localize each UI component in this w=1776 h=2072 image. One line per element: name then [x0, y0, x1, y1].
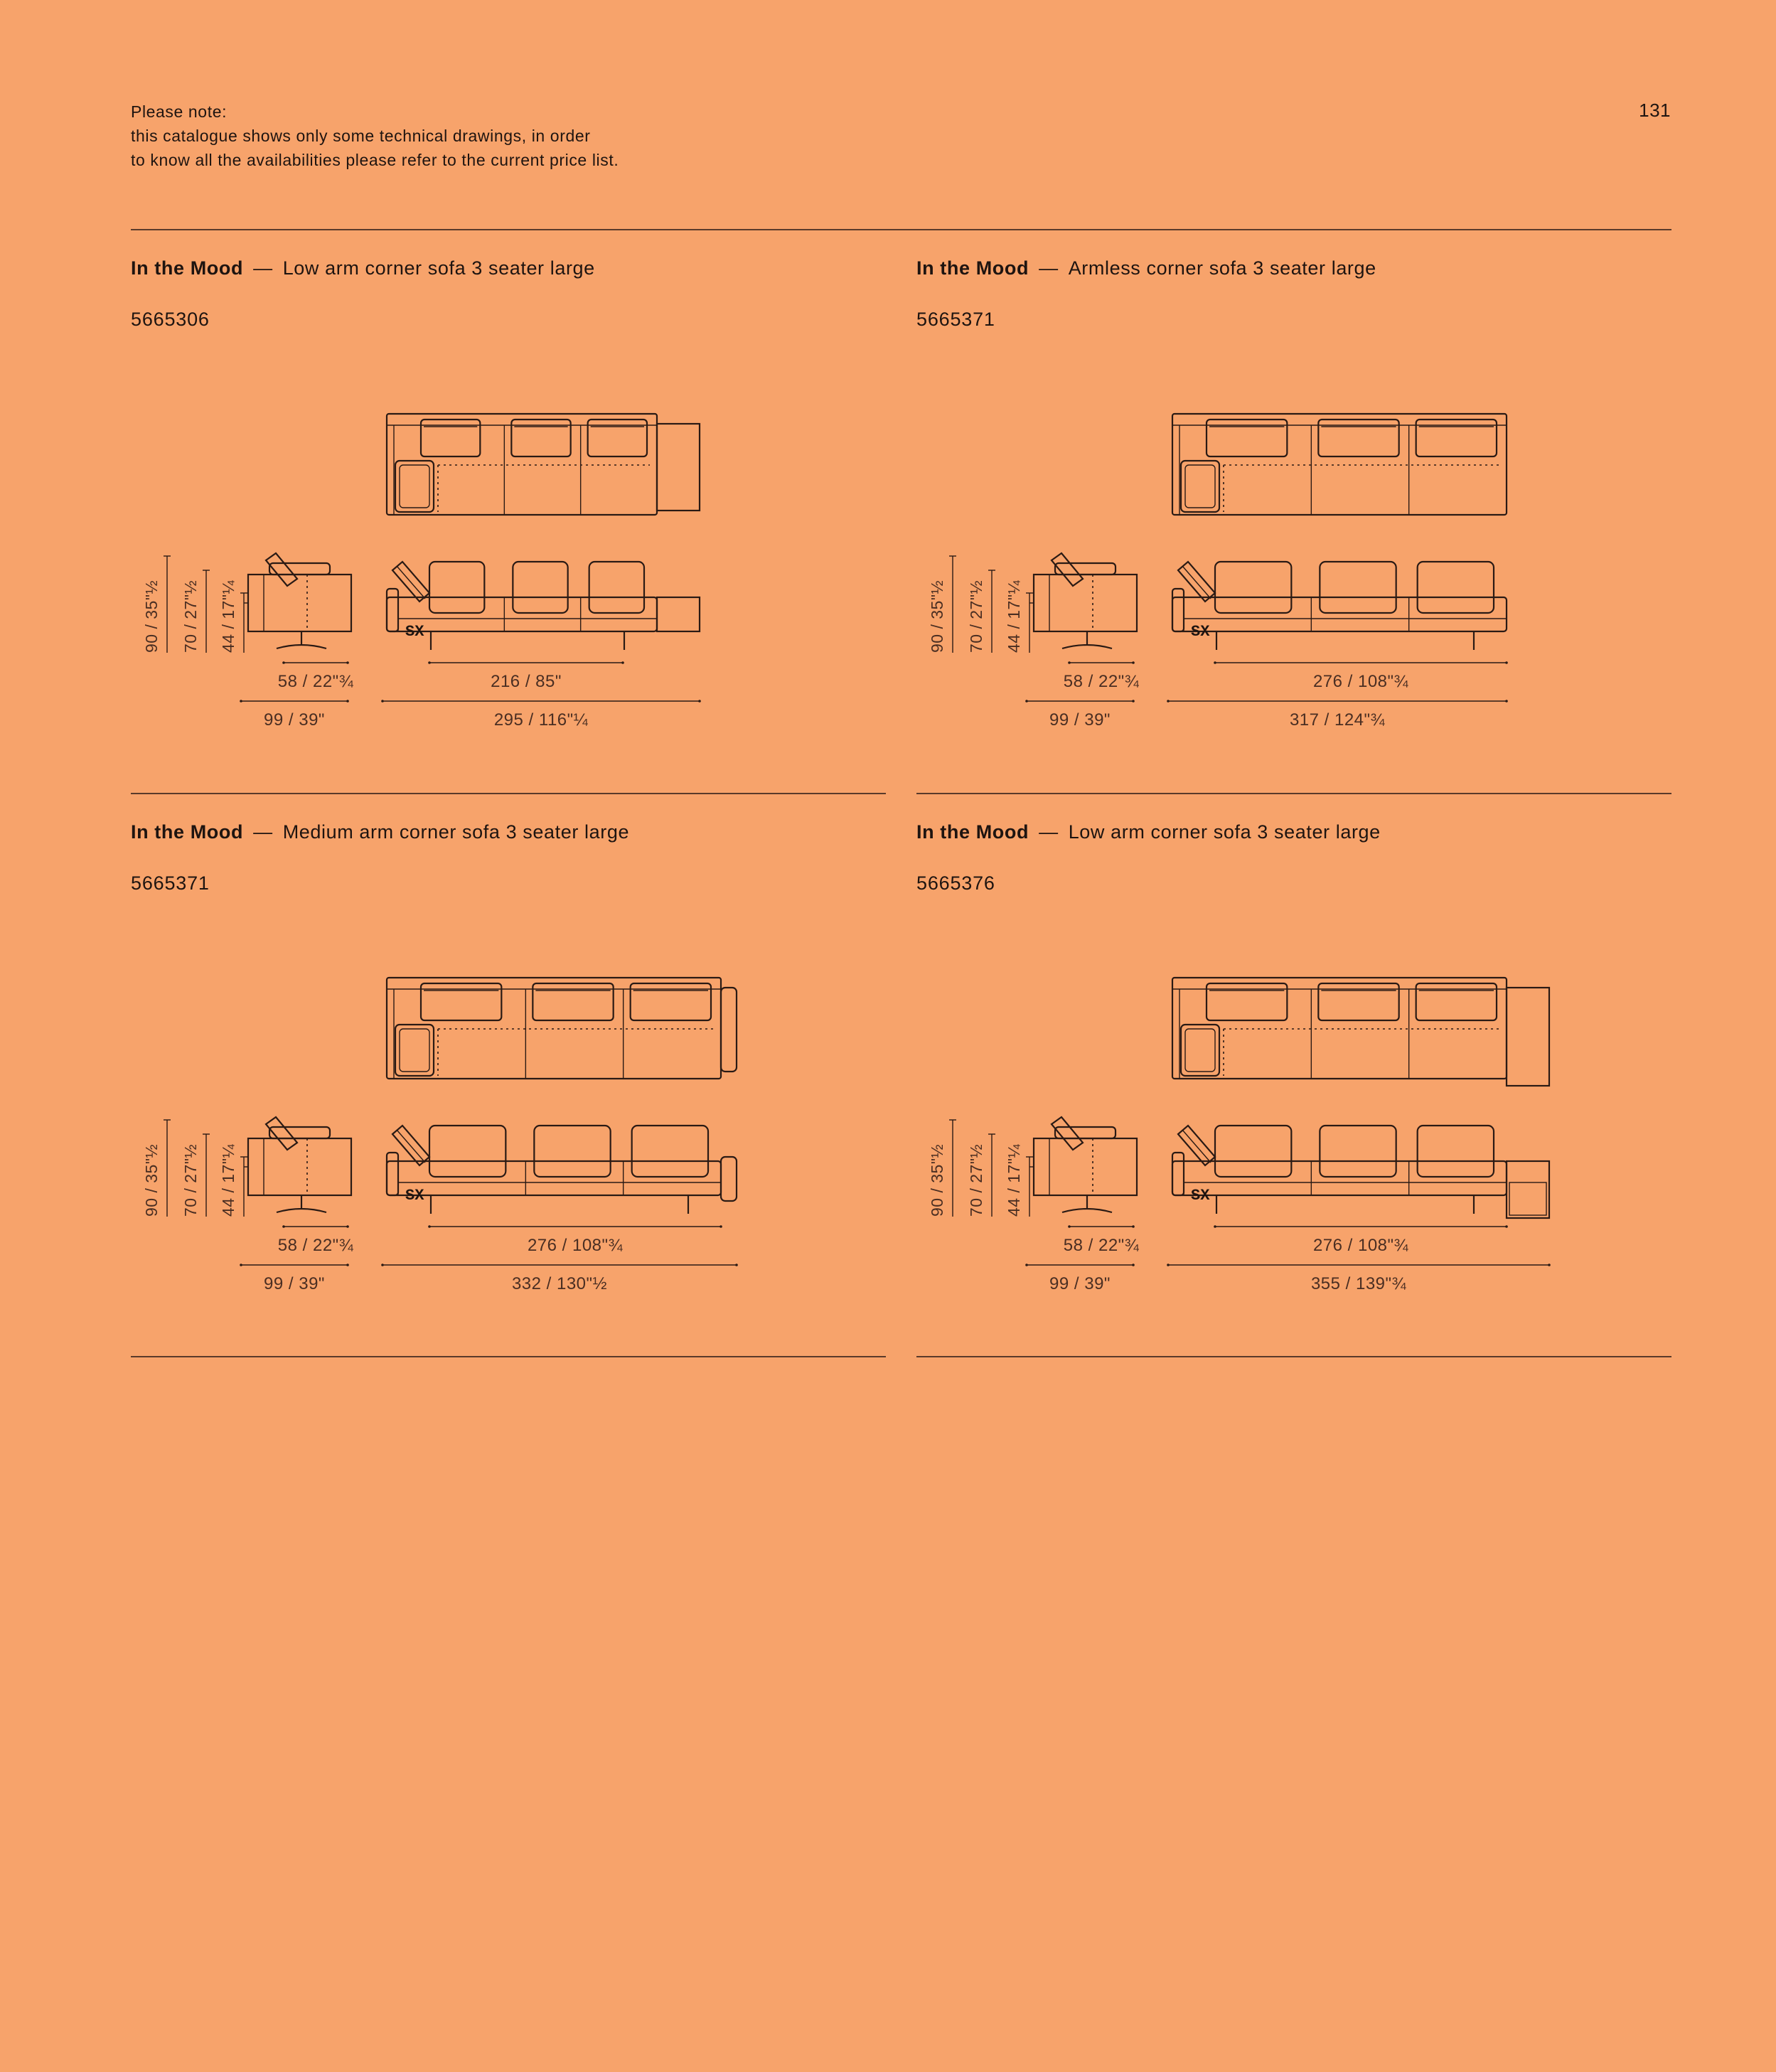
brand-name: In the Mood — [916, 821, 1029, 843]
top-divider — [131, 229, 1671, 230]
plan-view — [387, 978, 737, 1079]
height-dimensions — [142, 1120, 247, 1217]
product-card — [131, 257, 886, 819]
height-dimensions — [928, 1120, 1033, 1217]
depth-seat-label: 58 / 22"¾ — [277, 1236, 354, 1255]
product-code: 5665371 — [916, 309, 995, 330]
side-elevation — [1029, 553, 1137, 648]
depth-total-label: 99 / 39" — [1049, 710, 1111, 730]
product-code: 5665376 — [916, 872, 995, 894]
height-total-label: 90 / 35"½ — [928, 580, 946, 653]
depth-total-label: 99 / 39" — [264, 1274, 325, 1293]
brand-name: In the Mood — [131, 257, 244, 279]
height-back-label: 70 / 27"½ — [181, 580, 200, 653]
front-elevation — [387, 562, 700, 650]
technical-drawing — [916, 821, 1671, 1383]
title-separator: — — [1039, 257, 1059, 279]
title-separator: — — [1039, 821, 1059, 843]
depth-total-label: 99 / 39" — [264, 710, 325, 730]
width-total-label: 317 / 124"¾ — [1289, 710, 1386, 730]
width-inner-label: 276 / 108"¾ — [1312, 672, 1409, 691]
product-code: 5665306 — [131, 309, 210, 330]
side-elevation — [244, 1117, 351, 1212]
width-inner-label: 276 / 108"¾ — [1312, 1236, 1409, 1255]
front-elevation — [1172, 1126, 1549, 1218]
height-back-label: 70 / 27"½ — [967, 580, 985, 653]
product-name: Low arm corner sofa 3 seater large — [282, 257, 595, 279]
product-name: Medium arm corner sofa 3 seater large — [282, 821, 630, 843]
product-card — [131, 821, 886, 1383]
width-total-label: 332 / 130"½ — [511, 1274, 608, 1293]
height-total-label: 90 / 35"½ — [142, 1143, 161, 1217]
technical-drawing — [131, 257, 886, 819]
page-number: 131 — [1639, 100, 1671, 121]
height-total-label: 90 / 35"½ — [142, 580, 161, 653]
side-elevation — [1029, 1117, 1137, 1212]
height-seat-label: 44 / 17"¼ — [219, 1143, 237, 1217]
product-card — [916, 257, 1671, 819]
brand-name: In the Mood — [916, 257, 1029, 279]
height-dimensions — [928, 556, 1033, 653]
technical-drawing — [916, 257, 1671, 819]
side-label: SX — [1191, 1187, 1210, 1205]
technical-drawing — [131, 821, 886, 1383]
width-dimensions — [240, 1225, 738, 1293]
width-dimensions — [1025, 1225, 1551, 1293]
plan-view — [1172, 414, 1507, 515]
height-dimensions — [142, 556, 247, 653]
title-separator: — — [253, 821, 273, 843]
width-inner-label: 216 / 85" — [491, 672, 562, 691]
brand-name: In the Mood — [131, 821, 244, 843]
front-elevation — [1172, 562, 1507, 650]
note-line: this catalogue shows only some technical drawings, in order — [131, 127, 591, 145]
side-elevation — [244, 553, 351, 648]
width-dimensions — [240, 661, 701, 730]
height-seat-label: 44 / 17"¼ — [1005, 580, 1023, 653]
plan-view — [387, 414, 700, 515]
note-heading: Please note: — [131, 102, 228, 121]
please-note-block — [131, 100, 619, 172]
side-label: SX — [405, 1187, 424, 1205]
side-label: SX — [405, 623, 424, 641]
width-dimensions — [1025, 661, 1508, 730]
product-name: Low arm corner sofa 3 seater large — [1068, 821, 1381, 843]
width-total-label: 295 / 116"¼ — [493, 710, 589, 730]
depth-seat-label: 58 / 22"¾ — [1063, 1236, 1140, 1255]
width-inner-label: 276 / 108"¾ — [527, 1236, 624, 1255]
height-seat-label: 44 / 17"¼ — [1005, 1143, 1023, 1217]
title-separator: — — [253, 257, 273, 279]
note-line: to know all the availabilities please refer to the current price list. — [131, 151, 619, 169]
depth-seat-label: 58 / 22"¾ — [1063, 672, 1140, 691]
height-seat-label: 44 / 17"¼ — [219, 580, 237, 653]
height-back-label: 70 / 27"½ — [181, 1143, 200, 1217]
product-card — [916, 821, 1671, 1383]
plan-view — [1172, 978, 1549, 1086]
width-total-label: 355 / 139"¾ — [1310, 1274, 1407, 1293]
front-elevation — [387, 1126, 737, 1214]
depth-total-label: 99 / 39" — [1049, 1274, 1111, 1293]
product-name: Armless corner sofa 3 seater large — [1068, 257, 1376, 279]
height-back-label: 70 / 27"½ — [967, 1143, 985, 1217]
depth-seat-label: 58 / 22"¾ — [277, 672, 354, 691]
height-total-label: 90 / 35"½ — [928, 1143, 946, 1217]
side-label: SX — [1191, 623, 1210, 641]
product-code: 5665371 — [131, 872, 210, 894]
